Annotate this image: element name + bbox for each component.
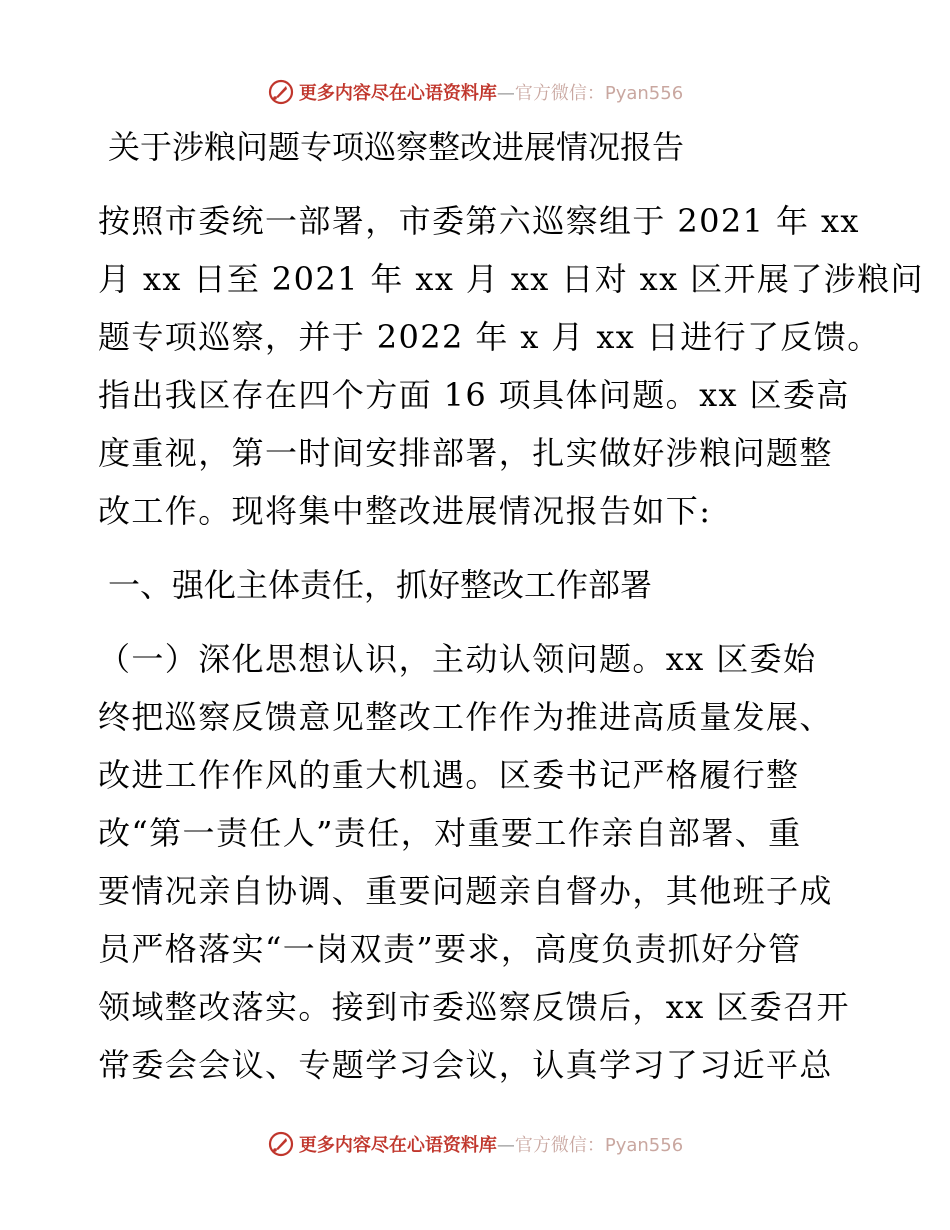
section-paragraph	[98, 630, 850, 1094]
text-line: 改“第一责任人”责任，对重要工作亲自部署、重	[98, 814, 802, 852]
text-line: 终把巡察反馈意见整改工作作为推进高质量发展、	[98, 698, 833, 736]
text-line: 要情况亲自协调、重要问题亲自督办，其他班子成	[98, 872, 833, 910]
document-title: 关于涉粮问题专项巡察整改进展情况报告	[108, 128, 685, 166]
text-line: 题专项巡察，并于 2022 年 x 月 xx 日进行了反馈。	[98, 318, 881, 356]
text-line: 领域整改落实。接到市委巡察反馈后，xx 区委召开	[98, 988, 850, 1026]
watermark-text	[299, 83, 683, 104]
header-watermark	[0, 78, 950, 106]
text-line: 改工作。现将集中整改进展情况报告如下:	[98, 492, 712, 530]
text-line: 改进工作作风的重大机遇。区委书记严格履行整	[98, 756, 800, 794]
footer-watermark	[0, 1130, 950, 1158]
text-line: 度重视，第一时间安排部署，扎实做好涉粮问题整	[98, 434, 833, 472]
document-body	[98, 118, 924, 1094]
section-heading: 一、强化主体责任，抓好整改工作部署	[108, 566, 653, 604]
watermark-contact: 官方微信：Pyan556	[514, 83, 684, 104]
intro-paragraph	[98, 192, 924, 540]
watermark-text	[299, 1135, 683, 1156]
quill-logo-icon	[267, 78, 295, 106]
text-line: （一）深化思想认识，主动认领问题。xx 区委始	[98, 640, 817, 678]
text-line: 常委会会议、专题学习会议，认真学习了习近平总	[98, 1046, 833, 1084]
watermark-contact: 官方微信：Pyan556	[514, 1135, 684, 1156]
watermark-brand: 更多内容尽在心语资料库	[298, 1135, 497, 1156]
text-line: 指出我区存在四个方面 16 项具体问题。xx 区委高	[98, 376, 850, 414]
text-line: 员严格落实“一岗双责”要求，高度负责抓好分管	[98, 930, 802, 968]
watermark-separator: —	[496, 1135, 515, 1156]
text-line: 按照市委统一部署，市委第六巡察组于 2021 年 xx	[98, 202, 860, 240]
quill-logo-icon	[267, 1130, 295, 1158]
watermark-brand: 更多内容尽在心语资料库	[298, 83, 497, 104]
text-line: 月 xx 日至 2021 年 xx 月 xx 日对 xx 区开展了涉粮问	[98, 260, 924, 298]
watermark-separator: —	[496, 83, 515, 104]
